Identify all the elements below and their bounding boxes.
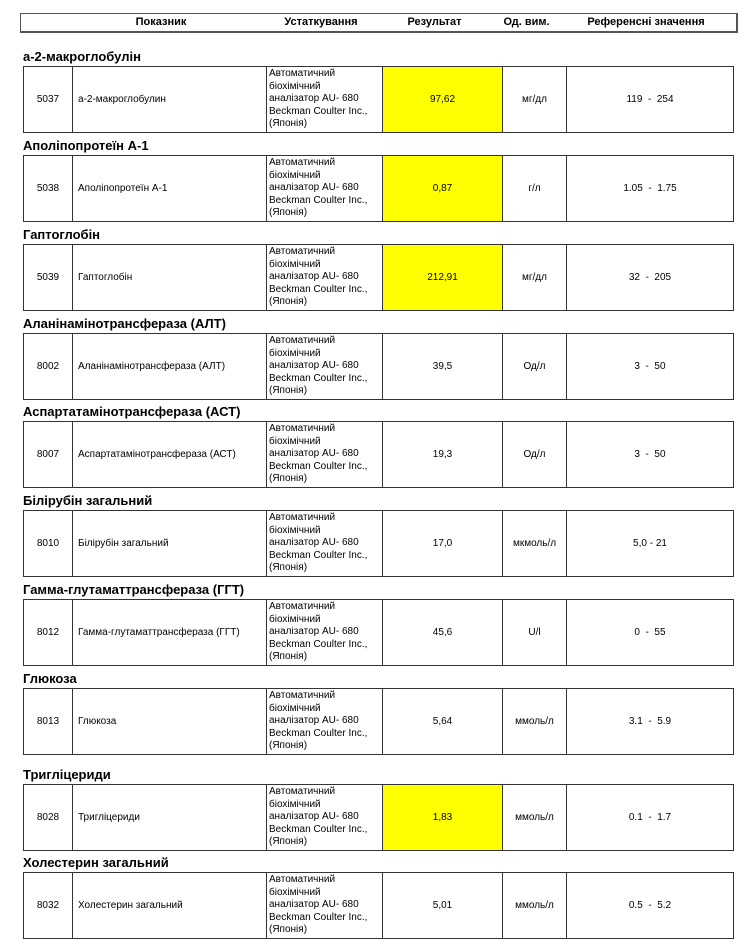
equipment-line: Beckman Coulter Inc., [269,283,368,295]
equipment-line: Автоматичний [269,601,336,613]
equipment-line: Beckman Coulter Inc., [269,911,368,923]
equipment-line: Beckman Coulter Inc., [269,823,368,835]
test-code: 8032 [24,873,73,939]
test-unit: г/л [503,156,567,222]
reference-range: 0.1 - 1.7 [567,785,734,851]
test-unit: ммоль/л [503,785,567,851]
equipment-line: Автоматичний [269,157,336,169]
equipment-line: (Японія) [269,651,308,663]
test-code: 5038 [24,156,73,222]
test-unit: Од/л [503,422,567,488]
test-result: 17,0 [383,511,503,577]
equipment-line: Beckman Coulter Inc., [269,549,368,561]
section-title: Глюкоза [23,671,77,686]
equipment-line: (Японія) [269,473,308,485]
equipment-line: аналізатор AU- 680 [269,93,359,105]
table-row [23,66,734,133]
equipment [267,785,383,851]
equipment-line: Beckman Coulter Inc., [269,638,368,650]
section-title: Гамма-глутаматтрансфераза (ГГТ) [23,582,245,597]
equipment [267,245,383,311]
equipment-line: Beckman Coulter Inc., [269,105,368,117]
equipment-line: Автоматичний [269,423,336,435]
test-unit: Од/л [503,334,567,400]
equipment-line: аналізатор AU- 680 [269,360,359,372]
section-title: Аспартатамінотрансфераза (АСТ) [23,404,241,419]
table-row [23,333,734,400]
reference-range: 3.1 - 5.9 [567,689,734,755]
header-equipment: Устаткування [284,16,358,28]
equipment-line: аналізатор AU- 680 [269,182,359,194]
header-unit: Од. вим. [503,16,550,28]
equipment-line: біохімічний [269,613,321,625]
table-row [23,688,734,755]
equipment-line: аналізатор AU- 680 [269,899,359,911]
equipment-line: Автоматичний [269,690,336,702]
section-title: Холестерин загальний [23,855,169,870]
equipment [267,334,383,400]
test-result: 1,83 [383,785,503,851]
equipment-line: біохімічний [269,169,321,181]
test-result: 39,5 [383,334,503,400]
equipment-line: Beckman Coulter Inc., [269,194,368,206]
reference-range: 1.05 - 1.75 [567,156,734,222]
test-code: 8012 [24,600,73,666]
equipment-line: біохімічний [269,347,321,359]
section-title: Тригліцериди [23,767,111,782]
reference-range: 0 - 55 [567,600,734,666]
table-row [23,510,734,577]
equipment-line: (Японія) [269,740,308,752]
equipment-line: біохімічний [269,798,321,810]
test-name: Тригліцериди [73,785,267,851]
test-code: 8010 [24,511,73,577]
reference-range: 5,0 - 21 [567,511,734,577]
equipment [267,689,383,755]
equipment-line: Автоматичний [269,335,336,347]
test-code: 8013 [24,689,73,755]
test-result: 212,91 [383,245,503,311]
equipment-line: аналізатор AU- 680 [269,811,359,823]
test-result: 45,6 [383,600,503,666]
equipment-line: аналізатор AU- 680 [269,271,359,283]
test-result: 19,3 [383,422,503,488]
test-name: Білірубін загальний [73,511,267,577]
equipment-line: біохімічний [269,435,321,447]
section-title: а-2-макроглобулін [23,49,141,64]
reference-range: 32 - 205 [567,245,734,311]
test-name: а-2-макроглобулин [73,67,267,133]
table-row [23,872,734,939]
section-title: Гаптоглобін [23,227,101,242]
equipment-line: (Японія) [269,562,308,574]
table-row [23,155,734,222]
equipment-line: (Японія) [269,118,308,130]
test-code: 5037 [24,67,73,133]
test-code: 8002 [24,334,73,400]
section-title: Аполіпопротеїн А-1 [23,138,149,153]
test-unit: U/l [503,600,567,666]
equipment-line: Автоматичний [269,512,336,524]
table-row [23,784,734,851]
equipment-line: біохімічний [269,702,321,714]
test-name: Аспартатамінотрансфераза (АСТ) [73,422,267,488]
equipment-line: Автоматичний [269,874,336,886]
equipment [267,511,383,577]
equipment-line: Beckman Coulter Inc., [269,372,368,384]
table-header [20,13,738,33]
equipment [267,67,383,133]
test-name: Холестерин загальний [73,873,267,939]
section-title: Аланінамінотрансфераза (АЛТ) [23,316,226,331]
equipment-line: (Японія) [269,207,308,219]
test-result: 97,62 [383,67,503,133]
test-code: 8028 [24,785,73,851]
test-unit: мг/дл [503,245,567,311]
equipment-line: (Японія) [269,836,308,848]
test-result: 5,64 [383,689,503,755]
equipment-line: Beckman Coulter Inc., [269,460,368,472]
test-name: Глюкоза [73,689,267,755]
test-code: 8007 [24,422,73,488]
equipment-line: Beckman Coulter Inc., [269,727,368,739]
equipment-line: (Японія) [269,296,308,308]
test-result: 5,01 [383,873,503,939]
test-unit: мкмоль/л [503,511,567,577]
equipment [267,422,383,488]
header-result: Результат [407,16,462,28]
equipment-line: Автоматичний [269,68,336,80]
header-indicator: Показник [135,16,187,28]
equipment-line: (Японія) [269,385,308,397]
equipment-line: аналізатор AU- 680 [269,715,359,727]
equipment [267,600,383,666]
reference-range: 0.5 - 5.2 [567,873,734,939]
test-unit: мг/дл [503,67,567,133]
section-title: Білірубін загальний [23,493,153,508]
test-unit: ммоль/л [503,689,567,755]
equipment-line: біохімічний [269,886,321,898]
equipment-line: аналізатор AU- 680 [269,626,359,638]
test-unit: ммоль/л [503,873,567,939]
equipment-line: Автоматичний [269,786,336,798]
reference-range: 3 - 50 [567,422,734,488]
equipment-line: біохімічний [269,80,321,92]
equipment [267,156,383,222]
test-code: 5039 [24,245,73,311]
test-result: 0,87 [383,156,503,222]
table-row [23,599,734,666]
equipment-line: аналізатор AU- 680 [269,537,359,549]
equipment-line: біохімічний [269,258,321,270]
reference-range: 119 - 254 [567,67,734,133]
equipment-line: біохімічний [269,524,321,536]
table-row [23,244,734,311]
equipment-line: (Японія) [269,924,308,936]
reference-range: 3 - 50 [567,334,734,400]
equipment [267,873,383,939]
equipment-line: аналізатор AU- 680 [269,448,359,460]
test-name: Гаптоглобін [73,245,267,311]
equipment-line: Автоматичний [269,246,336,258]
table-row [23,421,734,488]
test-name: Гамма-глутаматтрансфераза (ГГТ) [73,600,267,666]
test-name: Аполіпопротеїн А-1 [73,156,267,222]
header-reference: Референсні значення [587,16,705,28]
test-name: Аланінамінотрансфераза (АЛТ) [73,334,267,400]
